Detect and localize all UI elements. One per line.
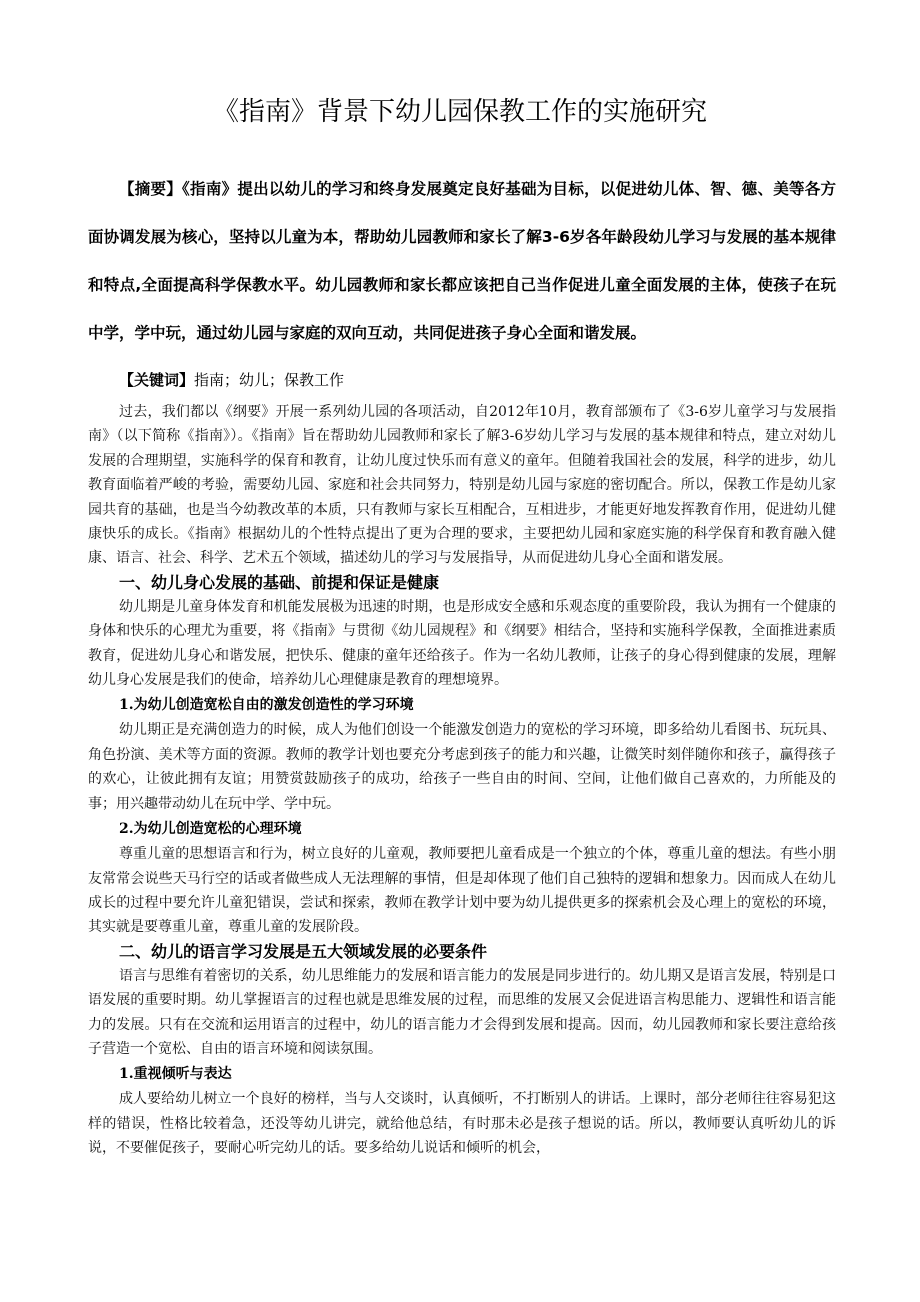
keywords-label: 【关键词】 (119, 371, 195, 389)
subsection-heading-2-1: 1.重视倾听与表达 (119, 1066, 232, 1083)
subsection-2-1-paragraph: 成人要给幼儿树立一个良好的榜样，当与人交谈时，认真倾听，不打断别人的讲话。上课时，部分老师往往容易犯这样的错误，性格比较着急，还没等幼儿讲完，就给他总结，有时那未必是孩子想说的话。所以，教师要认真听幼儿的诉说，不要催促孩子，要耐心听完幼儿的话。要多给幼儿说话和倾听的机会， (88, 1091, 836, 1157)
section-heading-1: 一、幼儿身心发展的基础、前提和保证是健康 (119, 572, 440, 592)
subsection-heading-1-1: 1.为幼儿创造宽松自由的激发创造性的学习环境 (119, 697, 414, 714)
section-2-paragraph: 语言与思维有着密切的关系，幼儿思维能力的发展和语言能力的发展是同步进行的。幼儿期又是语言发展，特别是口语发展的重要时期。幼儿掌握语言的过程也就是思维发展的过程，而思维的发展又会促进语言构思能力、逻辑性和语言能力的发展。只有在交流和运用语言的过程中，幼儿的语言能力才会得到发展和提高。因而，幼儿园教师和家长要注意给孩子营造一个宽松、自由的语言环境和阅读氛围。 (88, 967, 836, 1057)
keywords-line (119, 367, 836, 393)
intro-paragraph: 过去，我们都以《纲要》开展一系列幼儿园的各项活动，自2012年10月，教育部颁布了《3-6岁儿童学习与发展指南》（以下简称《指南》）。《指南》旨在帮助幼儿园教师和家长了解3-6岁幼儿学习与发展的基本规律和特点，建立对幼儿发展的合理期望，实施科学的保育和教育，让幼儿度过快乐而有意义的童年。但随着我国社会的发展，科学的进步，幼儿教育面临着严峻的考验，需要幼儿园、家庭和社会共同努力，特别是幼儿园与家庭的密切配合。所以，保教工作是幼儿家园共育的基础，也是当今幼教改革的本质，只有教师与家长互相配合，互相进步，才能更好地发挥教育作用，促进幼儿健康快乐的成长。《指南》根据幼儿的个性特点提出了更为合理的要求，主要把幼儿园和家庭实施的科学保育和教育融入健康、语言、社会、科学、艺术五个领域，描述幼儿的学习与发展指导，从而促进幼儿身心全面和谐发展。 (88, 404, 836, 567)
subsection-1-1-paragraph: 幼儿期正是充满创造力的时候，成人为他们创设一个能激发创造力的宽松的学习环境，即多给幼儿看图书、玩玩具、角色扮演、美术等方面的资源。教师的教学计划也要充分考虑到孩子的能力和兴趣，让微笑时刻伴随你和孩子，赢得孩子的欢心，让彼此拥有友谊；用赞赏鼓励孩子的成功，给孩子一些自由的时间、空间，让他们做自己喜欢的，力所能及的事；用兴趣带动幼儿在玩中学、学中玩。 (88, 722, 836, 812)
subsection-heading-1-2: 2.为幼儿创造宽松的心理环境 (119, 821, 302, 838)
body-text (88, 400, 836, 1161)
subsection-1-2-paragraph: 尊重儿童的思想语言和行为，树立良好的儿童观，教师要把儿童看成是一个独立的个体，尊重儿童的想法。有些小朋友常常会说些天马行空的话或者做些成人无法理解的事情，但是却体现了他们自己独特的逻辑和想象力。因而成人在幼儿成长的过程中要允许儿童犯错误，尝试和探索，教师在教学计划中要为幼儿提供更多的探索机会及心理上的宽松的环境，其实就是要尊重儿童，尊重儿童的发展阶段。 (88, 846, 836, 936)
page-title: 《指南》背景下幼儿园保教工作的实施研究 (212, 97, 707, 127)
abstract-paragraph: 【摘要】《指南》提出以幼儿的学习和终身发展奠定良好基础为目标，以促进幼儿体、智、德、美等各方面协调发展为核心，坚持以儿童为本，帮助幼儿园教师和家长了解3-6岁各年龄段幼儿学习与发展的基本规律和特点,全面提高科学保教水平。幼儿园教师和家长都应该把自己当作促进儿童全面发展的主体，使孩子在玩中学，学中玩，通过幼儿园与家庭的双向互动，共同促进孩子身心全面和谐发展。 (88, 180, 836, 342)
section-heading-2: 二、幼儿的语言学习发展是五大领域发展的必要条件 (119, 941, 488, 961)
section-1-paragraph: 幼儿期是儿童身体发育和机能发展极为迅速的时期，也是形成安全感和乐观态度的重要阶段，我认为拥有一个健康的身体和快乐的心理尤为重要，将《指南》与贯彻《幼儿园规程》和《纲要》相结合，坚持和实施科学保教，全面推进素质教育，促进幼儿身心和谐发展，把快乐、健康的童年还给孩子。作为一名幼儿教师，让孩子的身心得到健康的发展，理解幼儿身心发展是我们的使命，培养幼儿心理健康是教育的理想境界。 (88, 598, 836, 689)
keywords-text: 指南；幼儿；保教工作 (194, 371, 345, 389)
